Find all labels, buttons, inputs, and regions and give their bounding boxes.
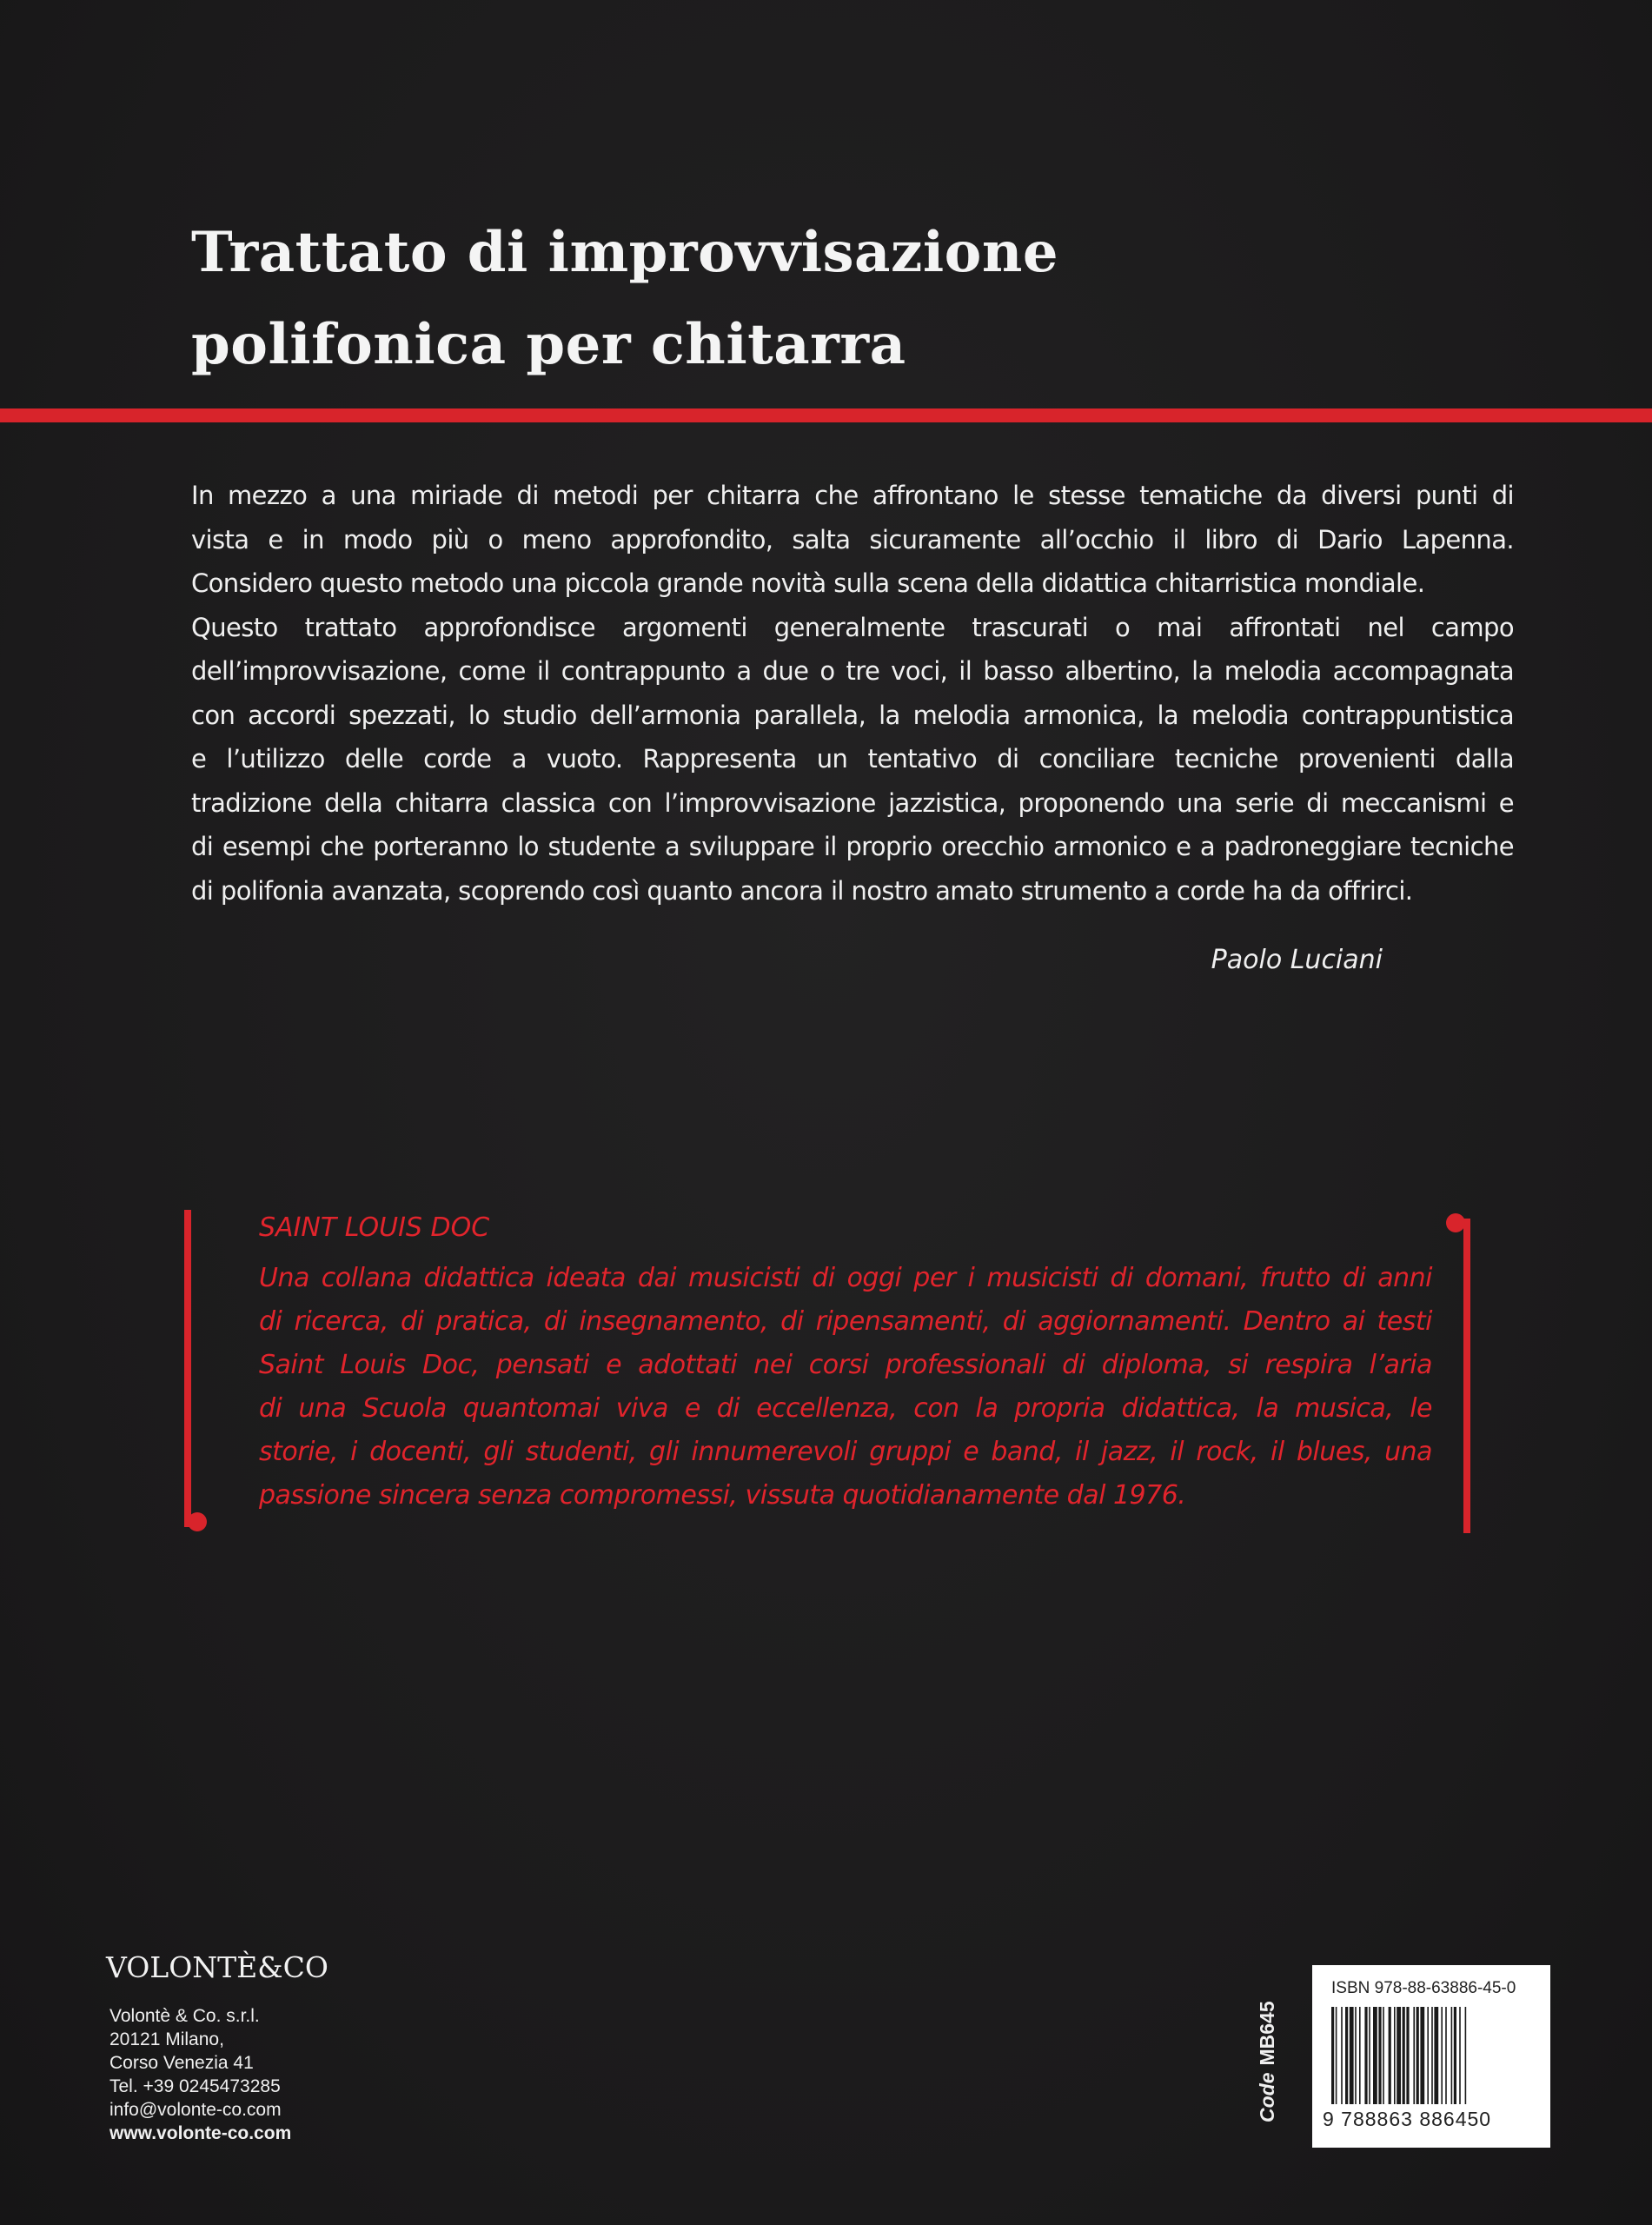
left-bracket-bar (184, 1210, 191, 1527)
product-code (1256, 2001, 1279, 2122)
publisher-address (109, 2004, 291, 2145)
book-title (191, 207, 1495, 391)
website-link: www.volonte-co.com (109, 2123, 292, 2143)
address-line: Volontè & Co. s.r.l. (109, 2006, 260, 2026)
address-line: 20121 Milano, (109, 2029, 224, 2049)
description-line: vista e in modo più o meno approfondito, salta sicuramente all’occhio il libro di Dario Lapenna. (191, 524, 1514, 555)
left-bracket-dot (188, 1512, 207, 1531)
series-line: passione sincera senza compromessi, vissuta quotidianamente dal 1976. (259, 1480, 1186, 1511)
barcode-label (1312, 1965, 1550, 2148)
barcode-icon (1330, 2007, 1535, 2104)
right-bracket-bar (1463, 1219, 1470, 1533)
description-line: Questo trattato approfondisce argomenti generalmente trascurati o mai affrontati nel campo (191, 612, 1514, 642)
description-line: con accordi spezzati, lo studio dell’armonia parallela, la melodia armonica, la melodia contrappuntistica (191, 700, 1514, 730)
product-code-value: MB645 (1256, 2001, 1278, 2066)
description-line: tradizione della chitarra classica con l’improvvisazione jazzistica, proponendo una serie di meccanismi e (191, 787, 1514, 818)
description-text (191, 474, 1514, 913)
red-divider (0, 408, 1652, 422)
series-title: SAINT LOUIS DOC (259, 1212, 490, 1243)
description-line: Considero questo metodo una piccola grande novità sulla scena della didattica chitarristica mondiale. (191, 568, 1425, 598)
description-line: In mezzo a una miriade di metodi per chitarra che affrontano le stesse tematiche da diversi punti di (191, 481, 1514, 510)
address-line: Tel. +39 0245473285 (109, 2076, 281, 2096)
description-line: di esempi che porteranno lo studente a sviluppare il proprio orecchio armonico e a padroneggiare tecniche (191, 832, 1514, 861)
book-title-line-1: Trattato di improvvisazione (191, 220, 1059, 285)
series-line: di ricerca, di pratica, di insegnamento, di ripensamenti, di aggiornamenti. Dentro ai testi (259, 1306, 1432, 1337)
series-description (259, 1206, 1432, 1518)
series-line: Una collana didattica ideata dai musicisti di oggi per i musicisti di domani, frutto di anni (259, 1263, 1432, 1293)
isbn-text: ISBN 978-88-63886-45-0 (1331, 1979, 1516, 1997)
publisher-logo: VOLONTÈ&CO (106, 1950, 328, 1984)
barcode-digits: 9 788863 886450 (1323, 2108, 1492, 2130)
description-line: di polifonia avanzata, scoprendo così quanto ancora il nostro amato strumento a corde ha da offrirci. (191, 875, 1413, 906)
series-line: Saint Louis Doc, pensati e adottati nei corsi professionali di diploma, si respira l’aria (259, 1350, 1432, 1380)
address-line: Corso Venezia 41 (109, 2053, 254, 2073)
description-line: e l’utilizzo delle corde a vuoto. Rappresenta un tentativo di conciliare tecniche provenienti dalla (191, 744, 1514, 774)
series-line: di una Scuola quantomai viva e di eccellenza, con la propria didattica, la musica, le (259, 1393, 1432, 1424)
email-link: info@volonte-co.com (109, 2100, 282, 2120)
author-signature: Paolo Luciani (1211, 945, 1383, 975)
description-line: dell’improvvisazione, come il contrappunto a due o tre voci, il basso albertino, la melodia accompagnata (191, 656, 1514, 686)
series-line: storie, i docenti, gli studenti, gli innumerevoli gruppi e band, il jazz, il rock, il blues, una (259, 1437, 1432, 1467)
right-bracket-dot (1446, 1213, 1465, 1232)
product-code-label: Code (1256, 2072, 1278, 2122)
book-title-line-2: polifonica per chitarra (191, 312, 906, 377)
